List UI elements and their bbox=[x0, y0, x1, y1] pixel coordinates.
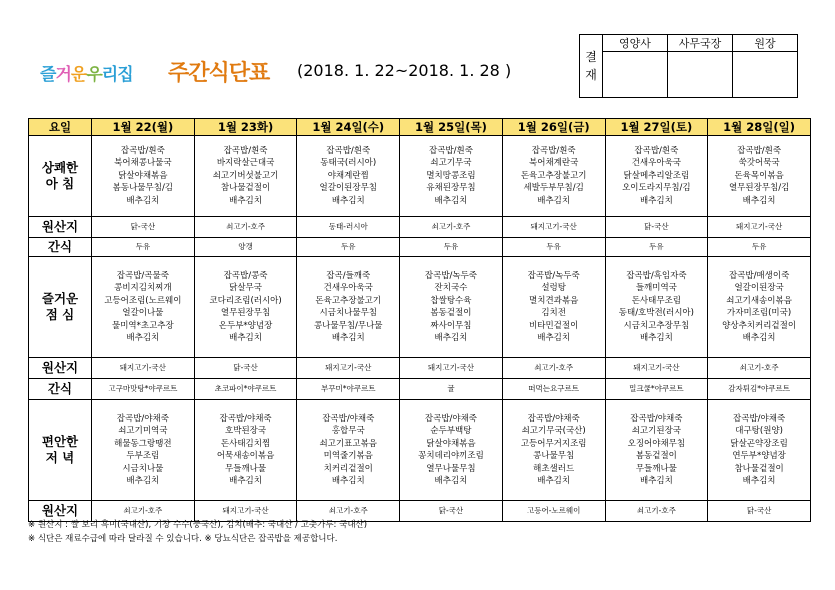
menu-item: 김치전 bbox=[541, 308, 566, 318]
snack-row bbox=[29, 238, 811, 257]
menu-item: 잔치국수 bbox=[434, 283, 468, 293]
menu-item: 배추김치 bbox=[331, 476, 365, 486]
origin-cell bbox=[708, 217, 811, 238]
menu-item: 유채된장무침 bbox=[426, 183, 476, 194]
menu-item: 잡곡밥/흰죽 bbox=[326, 145, 371, 156]
menu-item: 시금치고추장무침 bbox=[623, 320, 690, 331]
menu-item: 배추김치 bbox=[126, 195, 160, 206]
menu-item: 감자튀김*야쿠르트 bbox=[728, 383, 790, 393]
menu-item: 잡곡밥/흰죽 bbox=[429, 145, 473, 156]
menu-item: 고등어조림(노르웨이 bbox=[104, 295, 182, 306]
menu-item: 돼지고기-국산 bbox=[119, 362, 166, 372]
menu-item: 쇠고기미역국 bbox=[118, 426, 168, 436]
menu-item: 쇠고기새송이볶음 bbox=[726, 295, 792, 306]
menu-item: 잡곡밥/흰죽 bbox=[634, 145, 679, 156]
menu-item: 잡곡밥/흰죽 bbox=[120, 145, 165, 156]
menu-item: 쇠고기-호주 bbox=[431, 221, 471, 231]
menu-item: 쇠고기-호주 bbox=[226, 221, 266, 231]
menu-item: 돼지고기-국산 bbox=[736, 221, 783, 231]
menu-item: 양상추치커리겉절이 bbox=[722, 320, 797, 331]
snack-row bbox=[29, 379, 811, 400]
menu-cell bbox=[605, 257, 708, 358]
menu-item: 배추김치 bbox=[639, 195, 673, 206]
menu-item: 닭살곤약장조림 bbox=[730, 438, 788, 449]
page-title: 주간식단표 bbox=[168, 61, 270, 86]
row-label: 즐거운 점 심 bbox=[29, 257, 92, 358]
menu-item: 배추김치 bbox=[434, 333, 468, 343]
header-cell: 1월 25일(목) bbox=[400, 119, 503, 136]
origin-cell bbox=[708, 501, 811, 522]
menu-item: 돼지고기-국산 bbox=[633, 362, 680, 372]
menu-item: 닭-국산 bbox=[233, 362, 258, 372]
menu-item: 열무된장무침 bbox=[220, 308, 271, 318]
table-header-row bbox=[29, 119, 811, 136]
menu-item: 잡곡밥/흰죽 bbox=[223, 145, 268, 156]
menu-cell bbox=[708, 136, 811, 217]
menu-item: 세발두부무침/김 bbox=[523, 183, 584, 194]
menu-item: 동태국(러시아) bbox=[320, 158, 377, 169]
row-label: 원산지 bbox=[29, 217, 92, 238]
menu-item: 두유 bbox=[751, 241, 767, 251]
origin-row bbox=[29, 358, 811, 379]
menu-item: 무들깨나물 bbox=[635, 463, 677, 474]
menu-item: 짜사이무침 bbox=[430, 320, 472, 331]
menu-cell bbox=[194, 257, 297, 358]
menu-item: 닭-국산 bbox=[130, 221, 156, 231]
header-cell: 요일 bbox=[29, 119, 92, 136]
menu-item: 쇠고기된장국 bbox=[631, 426, 681, 436]
origin-cell bbox=[194, 238, 297, 257]
menu-item: 돈육목이볶음 bbox=[734, 170, 784, 181]
menu-item: 가자미조림(미국) bbox=[727, 308, 792, 318]
menu-item: 건새우아욱국 bbox=[323, 283, 373, 293]
menu-item: 잡곡밥/흰죽 bbox=[531, 145, 576, 156]
header-cell: 1월 24일(수) bbox=[297, 119, 400, 136]
approval-col-nutritionist: 영양사 bbox=[603, 35, 668, 52]
menu-item: 야채계란찜 bbox=[327, 170, 369, 181]
menu-item: 순두부백탕 bbox=[430, 426, 472, 436]
menu-item: 봄동겉절이 bbox=[635, 451, 677, 461]
date-range: (2018. 1. 22~2018. 1. 28 ) bbox=[297, 61, 512, 80]
menu-item: 바지락살근대국 bbox=[216, 158, 275, 169]
origin-cell bbox=[400, 217, 503, 238]
menu-item: 시금치나물무침 bbox=[319, 308, 377, 318]
page-header bbox=[0, 0, 835, 118]
menu-item: 연두부*양념장 bbox=[732, 451, 786, 461]
menu-item: 쇠고기-호주 bbox=[534, 362, 574, 372]
menu-item: 두유 bbox=[443, 241, 459, 251]
menu-item: 잡곡밥/녹두죽 bbox=[424, 270, 478, 281]
menu-item: 콩나물무침/무나물 bbox=[313, 320, 383, 331]
menu-item: 떠먹는요구르트 bbox=[528, 383, 580, 393]
menu-item: 배추김치 bbox=[639, 476, 673, 486]
menu-item: 치커리겉절이 bbox=[323, 463, 373, 474]
menu-item: 배추김치 bbox=[434, 476, 468, 486]
approval-box bbox=[579, 34, 798, 98]
menu-item: 들깨미역국 bbox=[635, 283, 677, 293]
menu-item: 귤 bbox=[447, 383, 455, 393]
menu-cell bbox=[708, 257, 811, 358]
menu-item: 배추김치 bbox=[331, 195, 365, 206]
origin-cell bbox=[92, 358, 195, 379]
approval-signature-box bbox=[733, 52, 798, 98]
menu-item: 배추김치 bbox=[229, 195, 262, 206]
menu-item: 두유 bbox=[649, 241, 664, 251]
menu-item: 배추김치 bbox=[537, 195, 571, 206]
menu-item: 온두부*양념장 bbox=[218, 320, 273, 331]
origin-cell bbox=[297, 358, 400, 379]
origin-cell bbox=[605, 358, 708, 379]
menu-item: 잡곡밥/흑임자죽 bbox=[626, 270, 687, 281]
menu-item: 쇠고기-호주 bbox=[739, 362, 779, 372]
logo-char: 거 bbox=[55, 65, 71, 85]
menu-item: 비타민겉절이 bbox=[529, 320, 579, 331]
origin-cell bbox=[400, 379, 503, 400]
logo bbox=[40, 60, 133, 85]
menu-item: 오징어야채무침 bbox=[627, 438, 686, 449]
menu-item: 멸치견과볶음 bbox=[529, 295, 579, 306]
menu-cell bbox=[297, 400, 400, 501]
menu-item: 돼지고기-국산 bbox=[530, 221, 577, 231]
menu-item: 봄동나물무침/김 bbox=[112, 183, 174, 194]
menu-item: 두유 bbox=[341, 241, 356, 251]
menu-item: 잡곡밥/녹두죽 bbox=[527, 270, 580, 281]
origin-cell bbox=[708, 358, 811, 379]
menu-item: 잡곡밥/야채죽 bbox=[322, 413, 375, 424]
header-cell: 1월 26일(금) bbox=[502, 119, 605, 136]
header-cell: 1월 22(월) bbox=[92, 119, 195, 136]
notes bbox=[28, 518, 367, 546]
header-cell: 1월 23화) bbox=[194, 119, 297, 136]
menu-item: 배추김치 bbox=[742, 333, 776, 343]
menu-item: 잡곡밥/콩죽 bbox=[223, 270, 268, 281]
weekly-menu-table bbox=[28, 118, 811, 522]
menu-item: 참나물겉절이 bbox=[220, 183, 271, 194]
menu-item: 밀크쿨*야쿠르트 bbox=[629, 383, 684, 393]
menu-item: 닭살야채볶음 bbox=[426, 438, 476, 449]
logo-char: 우 bbox=[86, 65, 102, 85]
menu-item: 콩비지김치찌개 bbox=[114, 283, 172, 293]
menu-item: 쇠고기-호주 bbox=[328, 505, 368, 515]
origin-cell bbox=[194, 217, 297, 238]
origin-cell bbox=[400, 501, 503, 522]
menu-cell bbox=[92, 257, 195, 358]
menu-cell bbox=[708, 400, 811, 501]
menu-item: 배추김치 bbox=[229, 333, 262, 343]
menu-item: 잡곡밥/야채죽 bbox=[733, 413, 786, 424]
menu-item: 설렁탕 bbox=[541, 283, 566, 293]
logo-char: 운 bbox=[70, 65, 87, 85]
menu-cell bbox=[297, 136, 400, 217]
menu-item: 북어채콩나물국 bbox=[114, 158, 172, 169]
menu-item: 무들깨나물 bbox=[225, 463, 267, 474]
menu-item: 배추김치 bbox=[331, 333, 365, 343]
origin-cell bbox=[297, 238, 400, 257]
menu-item: 배추김치 bbox=[537, 333, 571, 343]
menu-item: 닭-국산 bbox=[746, 505, 772, 515]
menu-item: 닭살무국 bbox=[229, 283, 262, 293]
row-label: 원산지 bbox=[29, 358, 92, 379]
origin-cell bbox=[502, 238, 605, 257]
logo-char: 리 bbox=[101, 65, 118, 85]
menu-item: 쇠고기-호주 bbox=[123, 505, 163, 515]
origin-cell bbox=[605, 379, 708, 400]
approval-col-secretary: 사무국장 bbox=[668, 35, 733, 52]
row-label: 원산지 bbox=[29, 501, 92, 522]
origin-cell bbox=[92, 379, 195, 400]
origin-cell bbox=[708, 379, 811, 400]
menu-item: 열무나물무침 bbox=[426, 463, 476, 474]
breakfast-row bbox=[29, 136, 811, 217]
menu-item: 물미역*초고추장 bbox=[111, 320, 174, 331]
menu-item: 닭-국산 bbox=[438, 505, 464, 515]
menu-item: 홍합무국 bbox=[331, 426, 365, 436]
menu-item: 호박된장국 bbox=[225, 426, 267, 436]
menu-item: 돈육고추장불고기 bbox=[520, 170, 587, 181]
approval-label: 결 재 bbox=[580, 35, 603, 98]
origin-cell bbox=[297, 217, 400, 238]
origin-cell bbox=[708, 238, 811, 257]
menu-item: 닭살야채볶음 bbox=[118, 170, 168, 181]
menu-item: 배추김치 bbox=[229, 476, 262, 486]
row-label: 간식 bbox=[29, 238, 92, 257]
menu-item: 부꾸미*야쿠르트 bbox=[321, 383, 376, 393]
origin-cell bbox=[92, 217, 195, 238]
menu-item: 배추김치 bbox=[434, 195, 468, 206]
row-label: 상쾌한 아 침 bbox=[29, 136, 92, 217]
menu-cell bbox=[92, 136, 195, 217]
approval-col-director: 원장 bbox=[733, 35, 798, 52]
logo-char: 즐 bbox=[40, 65, 56, 85]
menu-item: 잡곡밥/야채죽 bbox=[219, 413, 272, 424]
menu-item: 초코파이*야쿠르트 bbox=[214, 383, 277, 393]
header-cell: 1월 27일(토) bbox=[605, 119, 708, 136]
menu-item: 봄동겉절이 bbox=[430, 308, 472, 318]
menu-item: 쇠고기무국 bbox=[430, 158, 472, 169]
menu-cell bbox=[605, 136, 708, 217]
menu-item: 시금치나물 bbox=[122, 463, 164, 474]
menu-item: 배추김치 bbox=[742, 476, 776, 486]
menu-item: 고구마맛탕*야쿠르트 bbox=[108, 383, 178, 393]
menu-item: 얼갈이된장국 bbox=[734, 283, 784, 293]
menu-item: 돼지고기-국산 bbox=[427, 362, 475, 372]
origin-cell bbox=[605, 217, 708, 238]
menu-cell bbox=[400, 257, 503, 358]
menu-item: 열무된장무침/김 bbox=[728, 183, 790, 194]
origin-cell bbox=[194, 358, 297, 379]
dinner-row bbox=[29, 400, 811, 501]
menu-item: 동태/호박전(러시아) bbox=[618, 308, 694, 318]
origin-cell bbox=[502, 358, 605, 379]
menu-cell bbox=[194, 136, 297, 217]
menu-item: 참나물겉절이 bbox=[734, 463, 784, 474]
menu-item: 두부조림 bbox=[126, 451, 160, 461]
menu-item: 배추김치 bbox=[126, 333, 160, 343]
menu-item: 닭살메추리알조림 bbox=[623, 170, 690, 181]
menu-item: 대구탕(원양) bbox=[735, 426, 783, 436]
menu-item: 잡곡밥/흰죽 bbox=[737, 145, 782, 156]
header-cell: 1월 28일(일) bbox=[708, 119, 811, 136]
menu-item: 얼갈이나물 bbox=[122, 308, 164, 318]
menu-item: 건새우아욱국 bbox=[631, 158, 681, 169]
menu-cell bbox=[502, 257, 605, 358]
menu-item: 잡곡밥/매생이죽 bbox=[728, 270, 790, 281]
menu-cell bbox=[400, 136, 503, 217]
menu-item: 쇠고기버섯불고기 bbox=[212, 170, 279, 181]
menu-item: 돈육고추장불고기 bbox=[315, 295, 382, 306]
menu-item: 닭-국산 bbox=[644, 221, 669, 231]
menu-item: 고등어무거지조림 bbox=[520, 438, 587, 449]
note-origin: ※ 원산지 : 쌀 보리 흑미(국내산), 기장 수수(중국산), 김치(배추: 국내산 / 고춧가루: 국내산) bbox=[28, 520, 368, 530]
row-label: 간식 bbox=[29, 379, 92, 400]
menu-cell bbox=[92, 400, 195, 501]
menu-item: 배추김치 bbox=[537, 476, 571, 486]
approval-signature-box bbox=[603, 52, 668, 98]
menu-item: 코다리조림(러시아) bbox=[209, 295, 282, 306]
menu-item: 북어채계란국 bbox=[529, 158, 579, 169]
origin-cell bbox=[297, 379, 400, 400]
menu-item: 쇠고기표고볶음 bbox=[319, 438, 377, 449]
menu-item: 두유 bbox=[135, 241, 151, 251]
origin-cell bbox=[502, 379, 605, 400]
menu-item: 동태-러시아 bbox=[328, 221, 368, 231]
menu-item: 찹쌀탕수육 bbox=[430, 295, 472, 306]
menu-item: 얼갈이된장무침 bbox=[319, 183, 377, 194]
origin-cell bbox=[605, 501, 708, 522]
origin-row bbox=[29, 217, 811, 238]
note-diet: ※ 식단은 재료수급에 따라 달라질 수 있습니다. ※ 당뇨식단은 잡곡밥을 제공합니다. bbox=[28, 534, 338, 544]
menu-item: 멸치땅콩조림 bbox=[426, 170, 476, 181]
menu-item: 배추김치 bbox=[742, 195, 776, 206]
menu-item: 돈사태김치찜 bbox=[220, 438, 271, 449]
menu-cell bbox=[502, 400, 605, 501]
origin-cell bbox=[502, 501, 605, 522]
menu-item: 해초샐러드 bbox=[533, 463, 575, 474]
menu-item: 잡곡밥/야채죽 bbox=[527, 413, 580, 424]
menu-item: 돼지고기-국산 bbox=[222, 505, 269, 515]
menu-item: 돼지고기-국산 bbox=[325, 362, 372, 372]
menu-cell bbox=[605, 400, 708, 501]
menu-item: 고등어-노르웨이 bbox=[526, 505, 581, 515]
menu-item: 잡곡밥/야채죽 bbox=[424, 413, 478, 424]
origin-cell bbox=[502, 217, 605, 238]
menu-item: 미역줄기볶음 bbox=[323, 451, 373, 461]
menu-item: 쇠고기-호주 bbox=[636, 505, 676, 515]
menu-item: 잡곡/들깨죽 bbox=[326, 270, 371, 281]
menu-cell bbox=[297, 257, 400, 358]
menu-item: 배추김치 bbox=[126, 476, 160, 486]
logo-char: 집 bbox=[117, 65, 133, 85]
menu-item: 쇠고기무국(국산) bbox=[521, 426, 586, 436]
menu-item: 꽁치데리야끼조림 bbox=[418, 451, 484, 461]
origin-cell bbox=[605, 238, 708, 257]
menu-item: 배추김치 bbox=[639, 333, 673, 343]
origin-cell bbox=[92, 238, 195, 257]
menu-item: 콩나물무침 bbox=[533, 451, 575, 461]
menu-item: 돈사태무조림 bbox=[631, 295, 681, 306]
origin-cell bbox=[400, 358, 503, 379]
menu-item: 쑥갓어묵국 bbox=[738, 158, 780, 169]
menu-item: 잡곡밥/야채죽 bbox=[630, 413, 683, 424]
menu-cell bbox=[194, 400, 297, 501]
origin-cell bbox=[400, 238, 503, 257]
menu-item: 어묵새송이볶음 bbox=[216, 451, 275, 461]
menu-item: 오이도라지무침/김 bbox=[622, 183, 691, 194]
row-label: 편안한 저 녁 bbox=[29, 400, 92, 501]
origin-cell bbox=[194, 379, 297, 400]
lunch-row bbox=[29, 257, 811, 358]
menu-item: 두유 bbox=[546, 241, 561, 251]
menu-cell bbox=[502, 136, 605, 217]
menu-item: 양갱 bbox=[238, 241, 253, 251]
menu-cell bbox=[400, 400, 503, 501]
menu-item: 잡곡밥/곡물죽 bbox=[116, 270, 169, 281]
menu-item: 해물동그랑땡전 bbox=[114, 438, 172, 449]
approval-signature-box bbox=[668, 52, 733, 98]
menu-item: 잡곡밥/야채죽 bbox=[116, 413, 169, 424]
